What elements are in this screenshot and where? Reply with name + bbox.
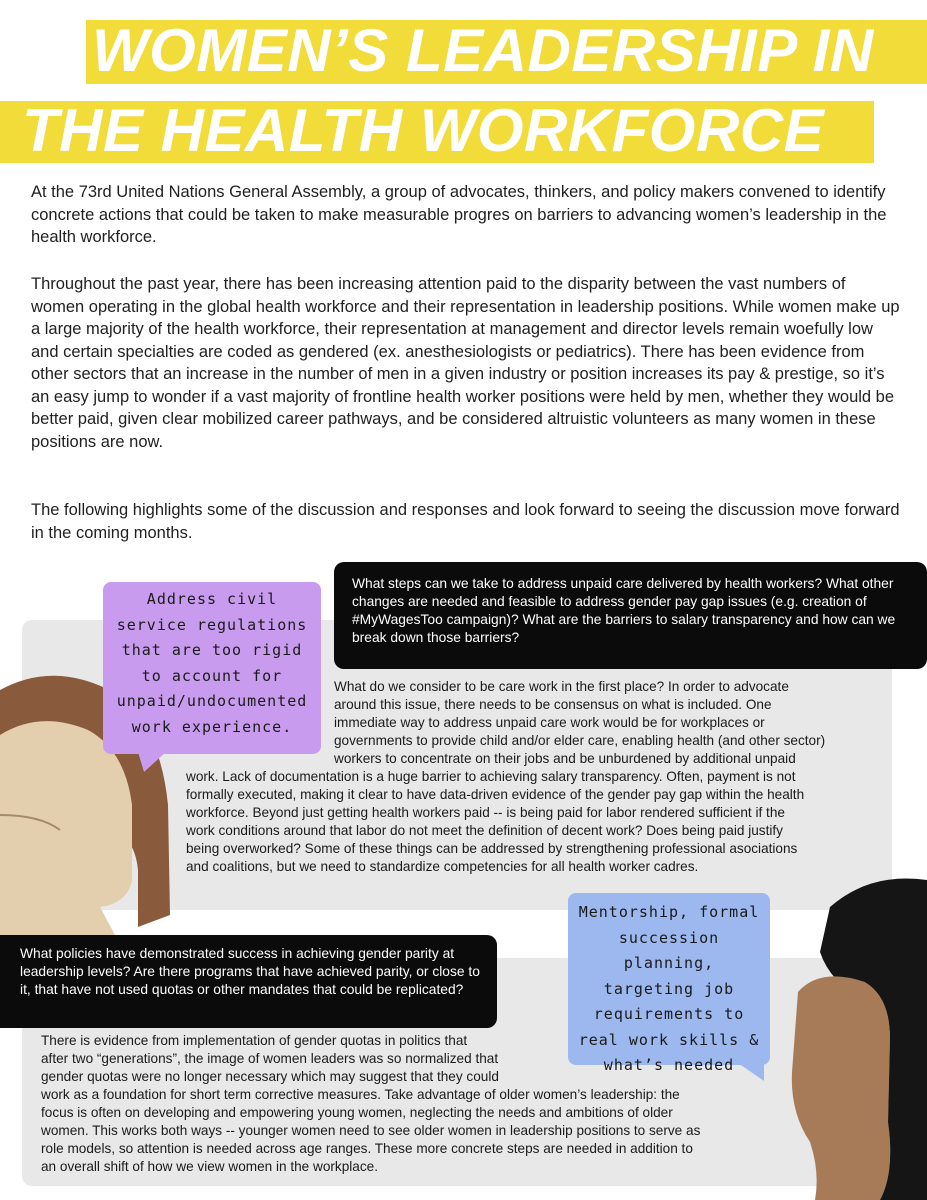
question-2-text: What policies have demonstrated success in achieving gender parity at leadership levels? Are there programs that have achieved parity, or close to it, that have not used quotas or other mandates that could be replicated? xyxy=(20,946,480,997)
answer-1-line: work conditions around that labor do not meet the definition of decent work? Does being paid justify xyxy=(186,823,783,838)
answer-1-line: workforce. Beyond just getting health workers paid -- is being paid for labor rendered sufficient if the xyxy=(186,805,785,820)
answer-1-line: around this issue, there needs to be consensus on what is included. One xyxy=(334,697,772,712)
callout-2-text: Mentorship, formal succession planning, targeting job requirements to real work skills & what’s needed xyxy=(578,903,760,1074)
answer-1-line: work. Lack of documentation is a huge barrier to achieving salary transparency. Often, payment is not xyxy=(186,769,796,784)
person-portrait-illustration xyxy=(770,872,927,1200)
answer-2-line: role models, so attention is needed across age ranges. These more concrete steps are needed in addition to xyxy=(41,1141,693,1156)
answer-2-line: work as a foundation for short term corrective measures. Take advantage of older women’s leadership: the xyxy=(41,1087,680,1102)
intro-paragraph-1: At the 73rd United Nations General Assembly, a group of advocates, thinkers, and policy makers convened to identify concrete actions that could be taken to make measurable progres on barriers to advancing women’s leadership in the health workforce. xyxy=(31,183,887,246)
answer-1-line: governments to provide child and/or elder care, enabling health (and other sector) xyxy=(334,733,826,748)
answer-1-line: workers to concentrate on their jobs and be unburdened by additional unpaid xyxy=(334,751,796,766)
answer-1-line: What do we consider to be care work in the first place? In order to advocate xyxy=(334,679,789,694)
question-bubble-1 xyxy=(334,562,927,669)
answer-1-line: being overworked? Some of these things can be addressed by strengthening professional asociations xyxy=(186,841,798,856)
answer-2-line: women. This works both ways -- younger women need to see older women in leadership positions to serve as xyxy=(41,1123,701,1138)
answer-1-line: immediate way to address unpaid care work would be for workplaces or xyxy=(334,715,765,730)
answer-2-line: an overall shift of how we view women in the workplace. xyxy=(41,1159,378,1174)
question-1-text: What steps can we take to address unpaid care delivered by health workers? What other changes are needed and feasible to address gender pay gap issues (e.g. creation of #MyWagesToo campaign)? What are the barriers to salary transparency and how can we break down those barriers? xyxy=(352,576,896,645)
answer-2-line: gender quotas were no longer necessary which may suggest that they could xyxy=(41,1069,499,1084)
callout-1-text: Address civil service regulations that are too rigid to account for unpaid/undocumented work experience. xyxy=(116,590,308,736)
answer-1-line: formally executed, making it clear to have data-driven evidence of the gender pay gap within the health xyxy=(186,787,805,802)
intro-paragraph-2: Throughout the past year, there has been increasing attention paid to the disparity between the vast numbers of women operating in the global health workforce and their representation in leadership positions. While women make up a large majority of the health workforce, their representation at management and director levels remain woefully low and certain specialties are coded as gendered (ex. anesthesiologists or pediatrics). There has been evidence from other sectors that an increase in the number of men in a given industry or position increases its pay & prestige, so it’s an easy jump to wonder if a vast majority of frontline health worker positions were held by men, whether they would be better paid, given clear mobilized career pathways, and be considered altruistic volunteers as many women in these positions are now. xyxy=(31,275,900,451)
page-title-line-1: WOMEN’S LEADERSHIP IN xyxy=(92,17,874,84)
question-bubble-2 xyxy=(0,935,497,1028)
answer-2-line: focus is often on developing and empowering young women, neglecting the needs and ambitions of older xyxy=(41,1105,673,1120)
callout-bubble-blue xyxy=(568,893,770,1074)
page-title-line-2: THE HEALTH WORKFORCE xyxy=(22,97,825,164)
answer-1-line: and coalitions, but we need to standardize competencies for all health worker cadres. xyxy=(186,859,699,874)
intro-paragraph-3: The following highlights some of the discussion and responses and look forward to seeing the discussion move forward in the coming months. xyxy=(31,501,900,542)
callout-bubble-purple xyxy=(103,582,321,754)
answer-2-line: There is evidence from implementation of gender quotas in politics that xyxy=(41,1033,468,1048)
callout-blue-tail xyxy=(738,1063,768,1083)
answer-2-line: after two “generations”, the image of women leaders was so normalized that xyxy=(41,1051,499,1066)
callout-purple-tail xyxy=(138,752,168,774)
